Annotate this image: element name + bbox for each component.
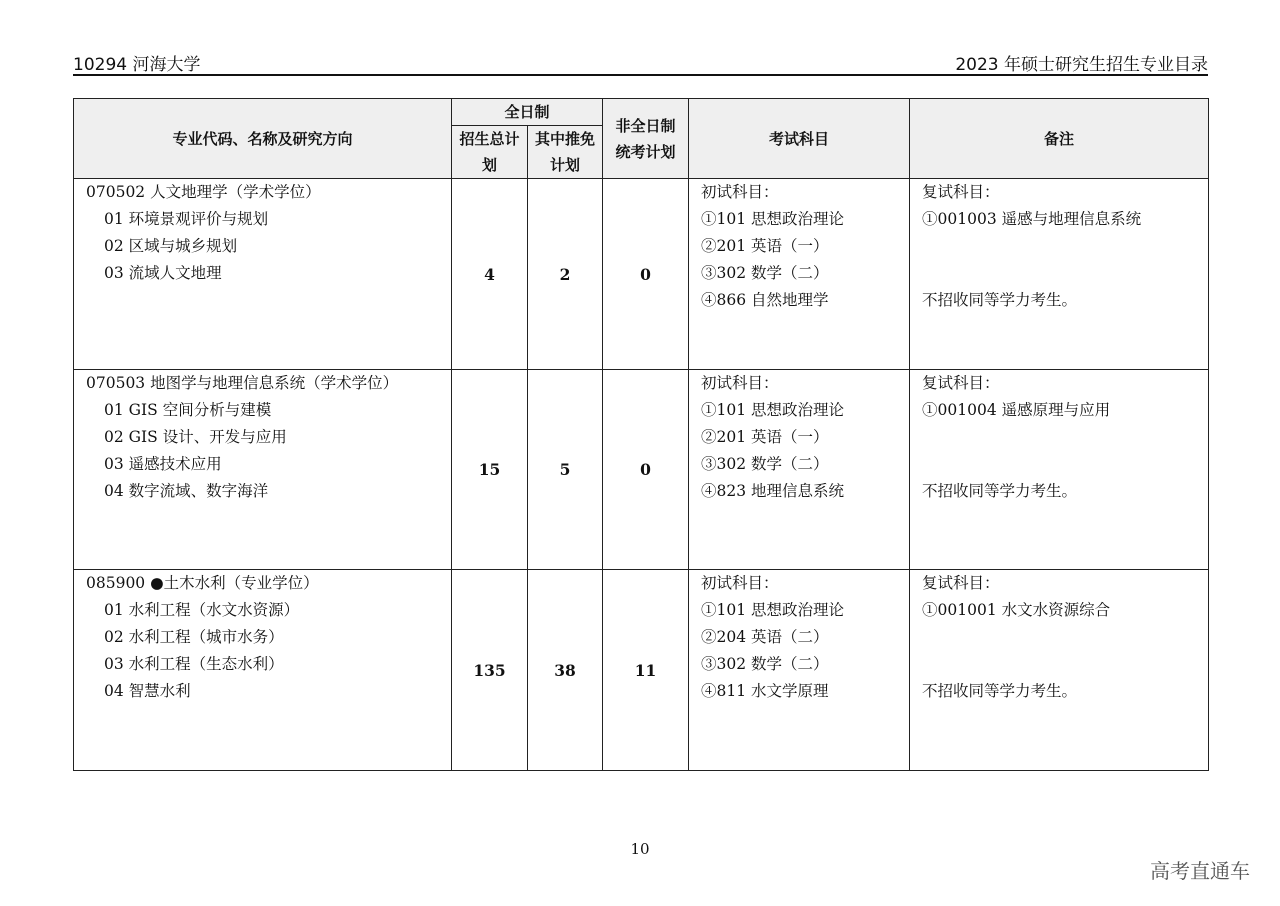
major-cell xyxy=(74,179,452,370)
col-exempt-plan: 其中推免计划 xyxy=(528,126,603,179)
col-fulltime: 全日制 xyxy=(452,99,603,126)
retest-title: 复试科目： xyxy=(922,574,1000,592)
direction: 03 流域人文地理 xyxy=(104,264,222,282)
direction: 02 水利工程（城市水务） xyxy=(104,628,284,646)
page-header xyxy=(73,50,1208,76)
total-plan: 4 xyxy=(452,179,528,370)
exam-cell xyxy=(689,179,910,370)
exam-subject: ②204 英语（二） xyxy=(701,628,829,646)
exam-title: 初试科目： xyxy=(701,183,779,201)
retest-subject: ①001004 遥感原理与应用 xyxy=(922,401,1111,419)
exam-cell xyxy=(689,370,910,570)
major-name: 085900 ●土木水利（专业学位） xyxy=(86,574,319,592)
exam-subject: ①101 思想政治理论 xyxy=(701,401,845,419)
major-cell xyxy=(74,370,452,570)
col-major: 专业代码、名称及研究方向 xyxy=(74,99,452,179)
note-cell xyxy=(910,570,1209,771)
retest-title: 复试科目： xyxy=(922,183,1000,201)
note-text: 不招收同等学力考生。 xyxy=(922,482,1078,500)
exam-subject: ③302 数学（二） xyxy=(701,264,829,282)
note-cell xyxy=(910,370,1209,570)
exam-subject: ④866 自然地理学 xyxy=(701,291,829,309)
total-plan: 15 xyxy=(452,370,528,570)
exam-subject: ①101 思想政治理论 xyxy=(701,601,845,619)
exam-subject: ④823 地理信息系统 xyxy=(701,482,845,500)
direction: 01 环境景观评价与规划 xyxy=(104,210,269,228)
direction: 01 GIS 空间分析与建模 xyxy=(104,401,272,419)
parttime-plan: 11 xyxy=(603,570,689,771)
program-table xyxy=(73,98,1209,771)
col-exams: 考试科目 xyxy=(689,99,910,179)
note-cell xyxy=(910,179,1209,370)
direction: 03 水利工程（生态水利） xyxy=(104,655,284,673)
major-cell xyxy=(74,570,452,771)
table-row xyxy=(74,179,1209,370)
direction: 02 区域与城乡规划 xyxy=(104,237,238,255)
exam-subject: ②201 英语（一） xyxy=(701,237,829,255)
exam-subject: ②201 英语（一） xyxy=(701,428,829,446)
exam-title: 初试科目： xyxy=(701,374,779,392)
exam-subject: ①101 思想政治理论 xyxy=(701,210,845,228)
watermark: 高考直通车 xyxy=(1150,859,1250,883)
major-name: 070503 地图学与地理信息系统（学术学位） xyxy=(86,374,399,392)
note-text: 不招收同等学力考生。 xyxy=(922,291,1078,309)
parttime-plan: 0 xyxy=(603,179,689,370)
table-row xyxy=(74,370,1209,570)
direction: 03 遥感技术应用 xyxy=(104,455,222,473)
direction: 04 智慧水利 xyxy=(104,682,191,700)
page-number: 10 xyxy=(630,840,650,858)
exempt-plan: 5 xyxy=(528,370,603,570)
exempt-plan: 38 xyxy=(528,570,603,771)
direction: 02 GIS 设计、开发与应用 xyxy=(104,428,287,446)
exam-title: 初试科目： xyxy=(701,574,779,592)
total-plan: 135 xyxy=(452,570,528,771)
retest-title: 复试科目： xyxy=(922,374,1000,392)
parttime-plan: 0 xyxy=(603,370,689,570)
col-total-plan: 招生总计划 xyxy=(452,126,528,179)
col-notes: 备注 xyxy=(910,99,1209,179)
exam-subject: ③302 数学（二） xyxy=(701,655,829,673)
table-row xyxy=(74,570,1209,771)
university-name: 10294 河海大学 xyxy=(73,55,201,75)
retest-subject: ①001003 遥感与地理信息系统 xyxy=(922,210,1142,228)
catalog-title: 2023 年硕士研究生招生专业目录 xyxy=(955,55,1208,75)
exam-subject: ③302 数学（二） xyxy=(701,455,829,473)
major-name: 070502 人文地理学（学术学位） xyxy=(86,183,321,201)
exempt-plan: 2 xyxy=(528,179,603,370)
note-text: 不招收同等学力考生。 xyxy=(922,682,1078,700)
direction: 04 数字流域、数字海洋 xyxy=(104,482,269,500)
col-parttime: 非全日制统考计划 xyxy=(603,99,689,179)
exam-cell xyxy=(689,570,910,771)
exam-subject: ④811 水文学原理 xyxy=(701,682,829,700)
retest-subject: ①001001 水文水资源综合 xyxy=(922,601,1111,619)
direction: 01 水利工程（水文水资源） xyxy=(104,601,300,619)
